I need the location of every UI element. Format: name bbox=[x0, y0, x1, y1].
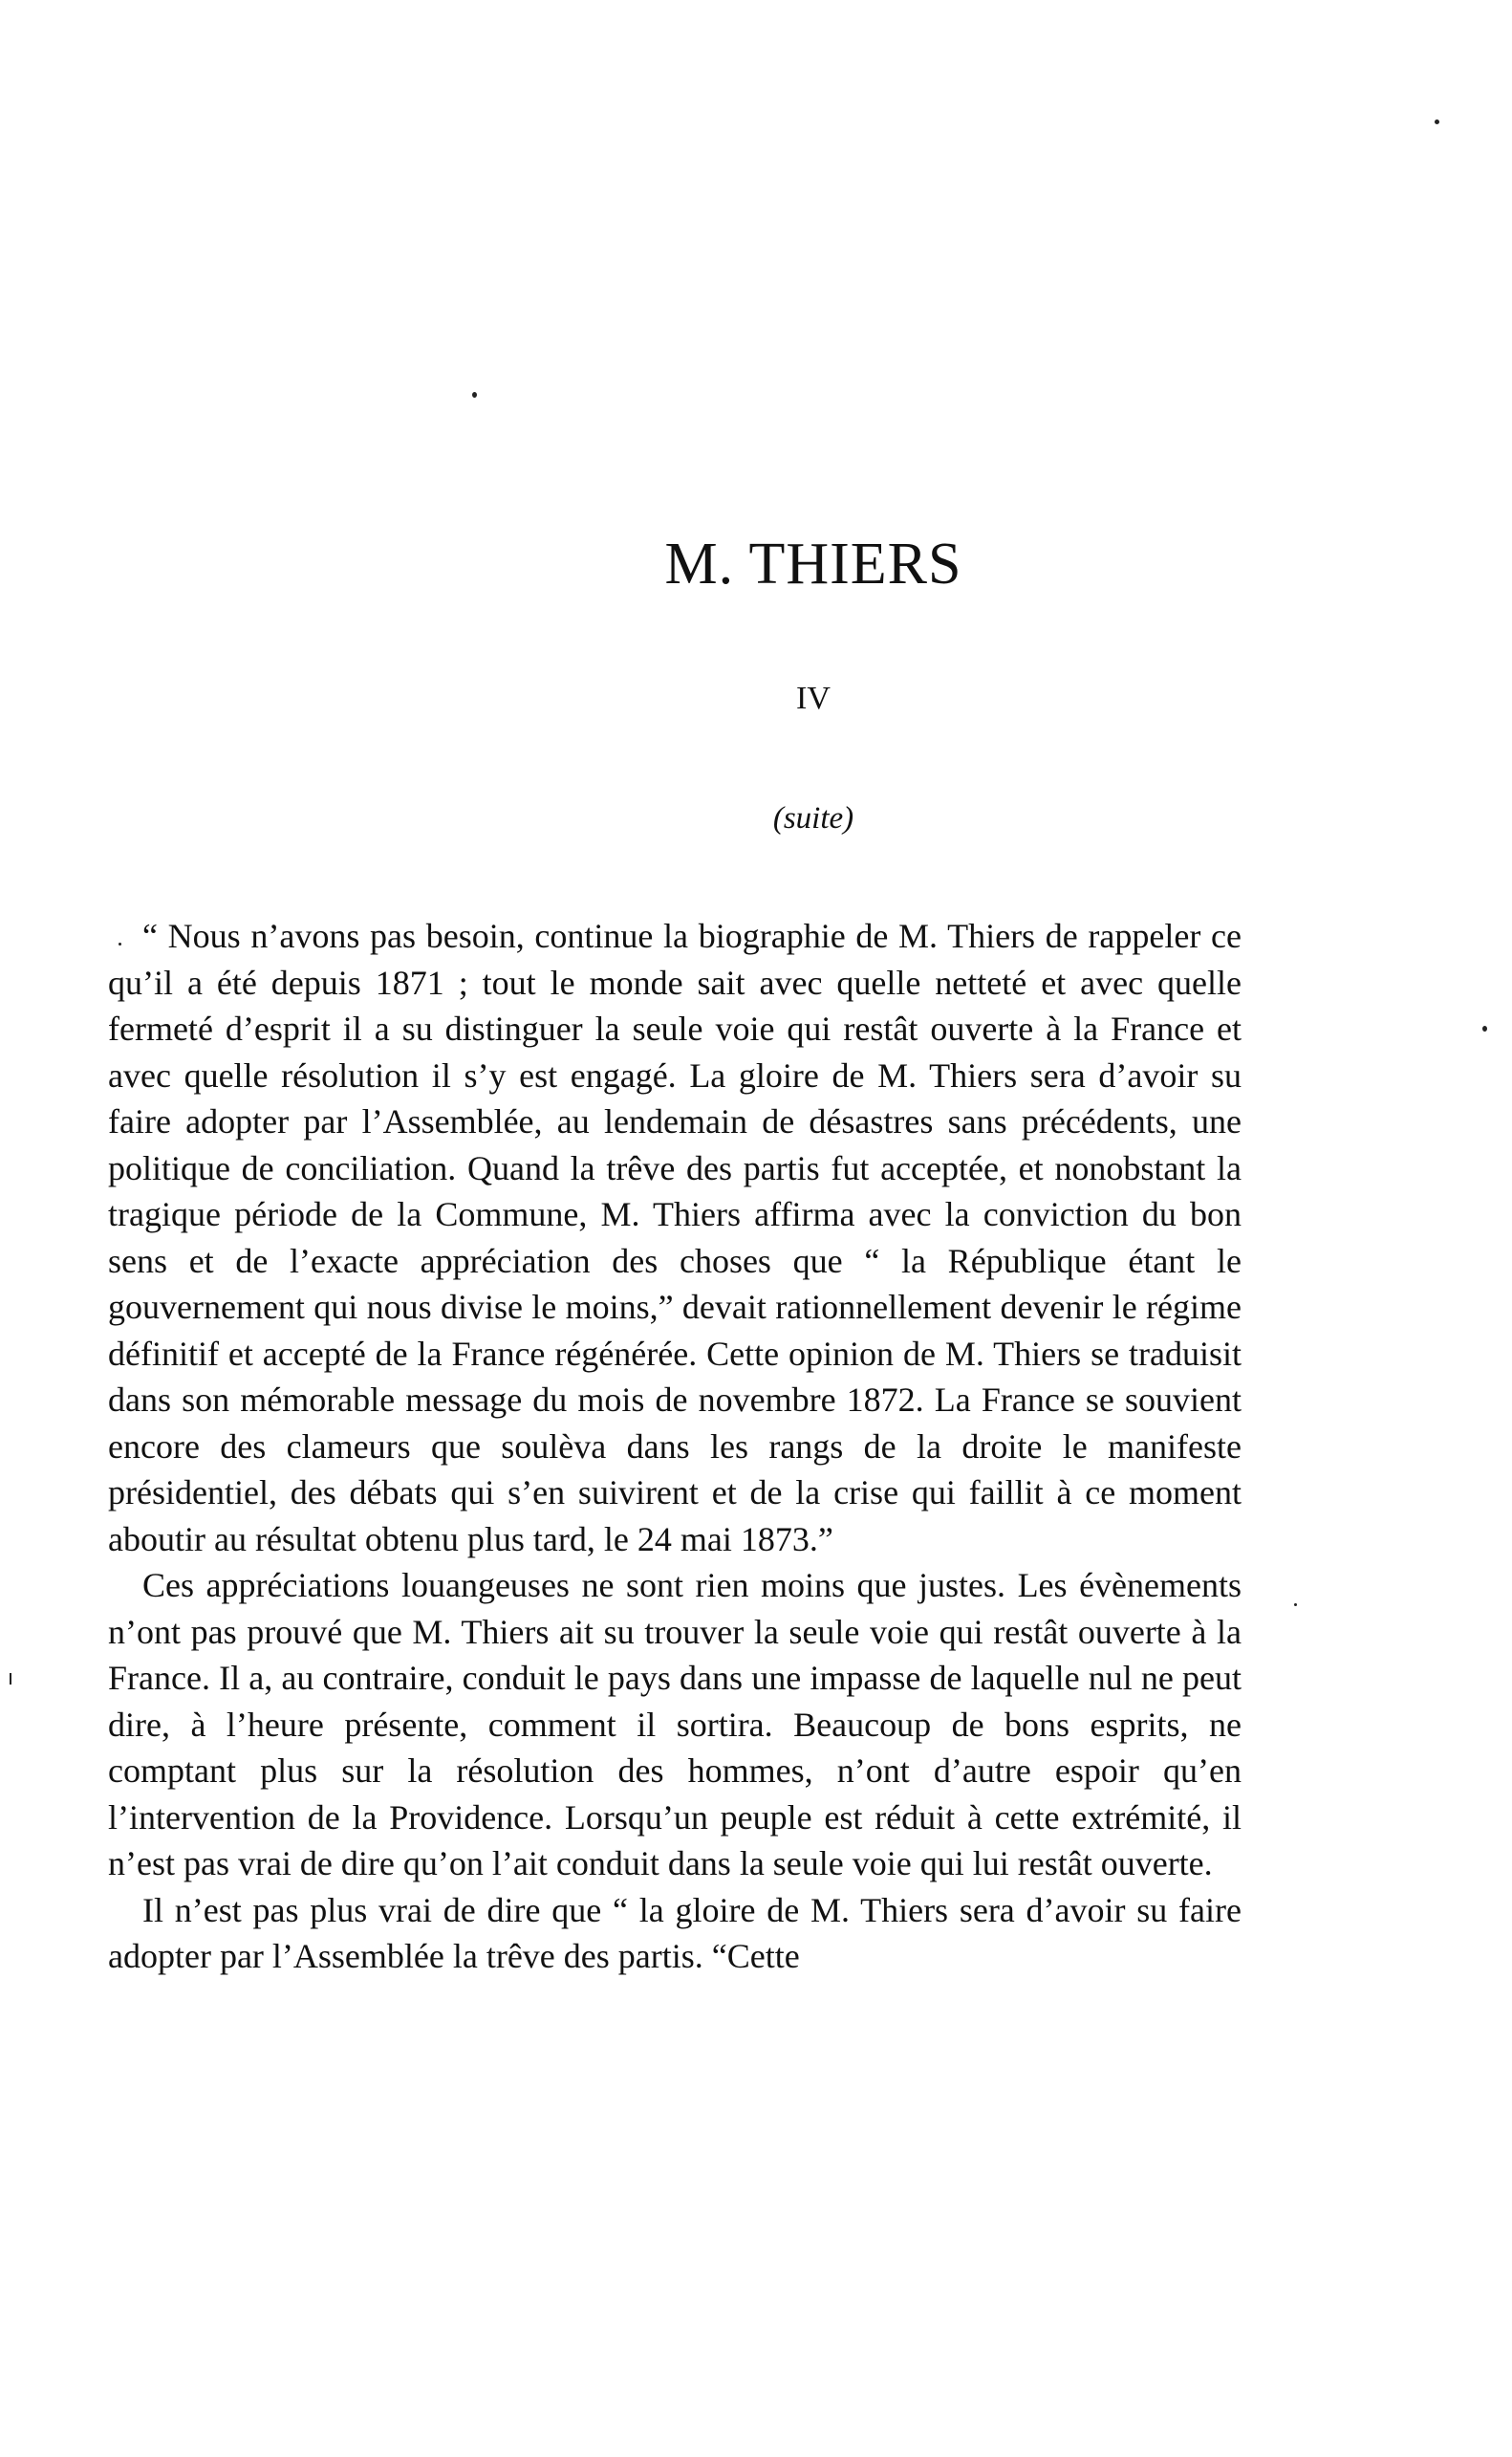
section-subtitle: (suite) bbox=[772, 801, 854, 836]
scan-speck bbox=[472, 392, 477, 398]
section-number: IV bbox=[796, 681, 831, 716]
page-title: M. THIERS bbox=[664, 532, 962, 597]
scan-speck bbox=[1435, 120, 1439, 124]
paragraph: Il n’est pas plus vrai de dire que “ la gloire de M. Thiers sera d’avoir su faire adopter par l’Assemblée la trêve des partis. “Cette bbox=[108, 1890, 1242, 1975]
scan-speck bbox=[1482, 1026, 1487, 1032]
paragraph: “ Nous n’avons pas besoin, continue la biographie de M. Thiers de rappeler ce qu’il a été depuis 1871 ; tout le monde sait avec quelle netteté et avec quelle fermeté d’esprit il a su distinguer la seule voie qui restât ouverte à la France et avec quelle résolution il s’y est engagé. La gloire de M. Thiers sera d’avoir su faire adopter par l’Assemblée, au lendemain de désastres sans précédents, une politique de conciliation. Quand la trêve des partis fut acceptée, et nonobstant la tragique période de la Commune, M. Thiers affirma avec la conviction du bon sens et de l’exacte appréciation des choses que “ la République étant le gouvernement qui nous divise le moins,” devait rationnellement devenir le régime définitif et accepté de la France régénérée. Cette opinion de M. Thiers se traduisit dans son mémorable message du mois de novembre 1872. La France se souvient encore des clameurs que soulèva dans les rangs de la droite le manifeste présidentiel, des débats qui s’en suivirent et de la crise qui faillit à ce moment aboutir au résultat obtenu plus tard, le 24 mai 1873.” bbox=[108, 917, 1242, 1558]
scan-speck bbox=[10, 1673, 11, 1685]
paragraph: Ces appréciations louangeuses ne sont rien moins que justes. Les évènements n’ont pas prouvé que M. Thiers ait su trouver la seule voie qui restât ouverte à la France. Il a, au contraire, conduit le pays dans une impasse de laquelle nul ne peut dire, à l’heure présente, comment il sortira. Beaucoup de bons esprits, ne comptant plus sur la résolution des hommes, n’ont d’autre espoir qu’en l’intervention de la Providence. Lorsqu’un peuple est réduit à cette extrémité, il n’est pas vrai de dire qu’on l’ait conduit dans la seule voie qui lui restât ouverte. bbox=[108, 1566, 1242, 1882]
scan-speck bbox=[1294, 1603, 1297, 1606]
scan-speck bbox=[119, 943, 121, 946]
body-text bbox=[108, 913, 1242, 1980]
